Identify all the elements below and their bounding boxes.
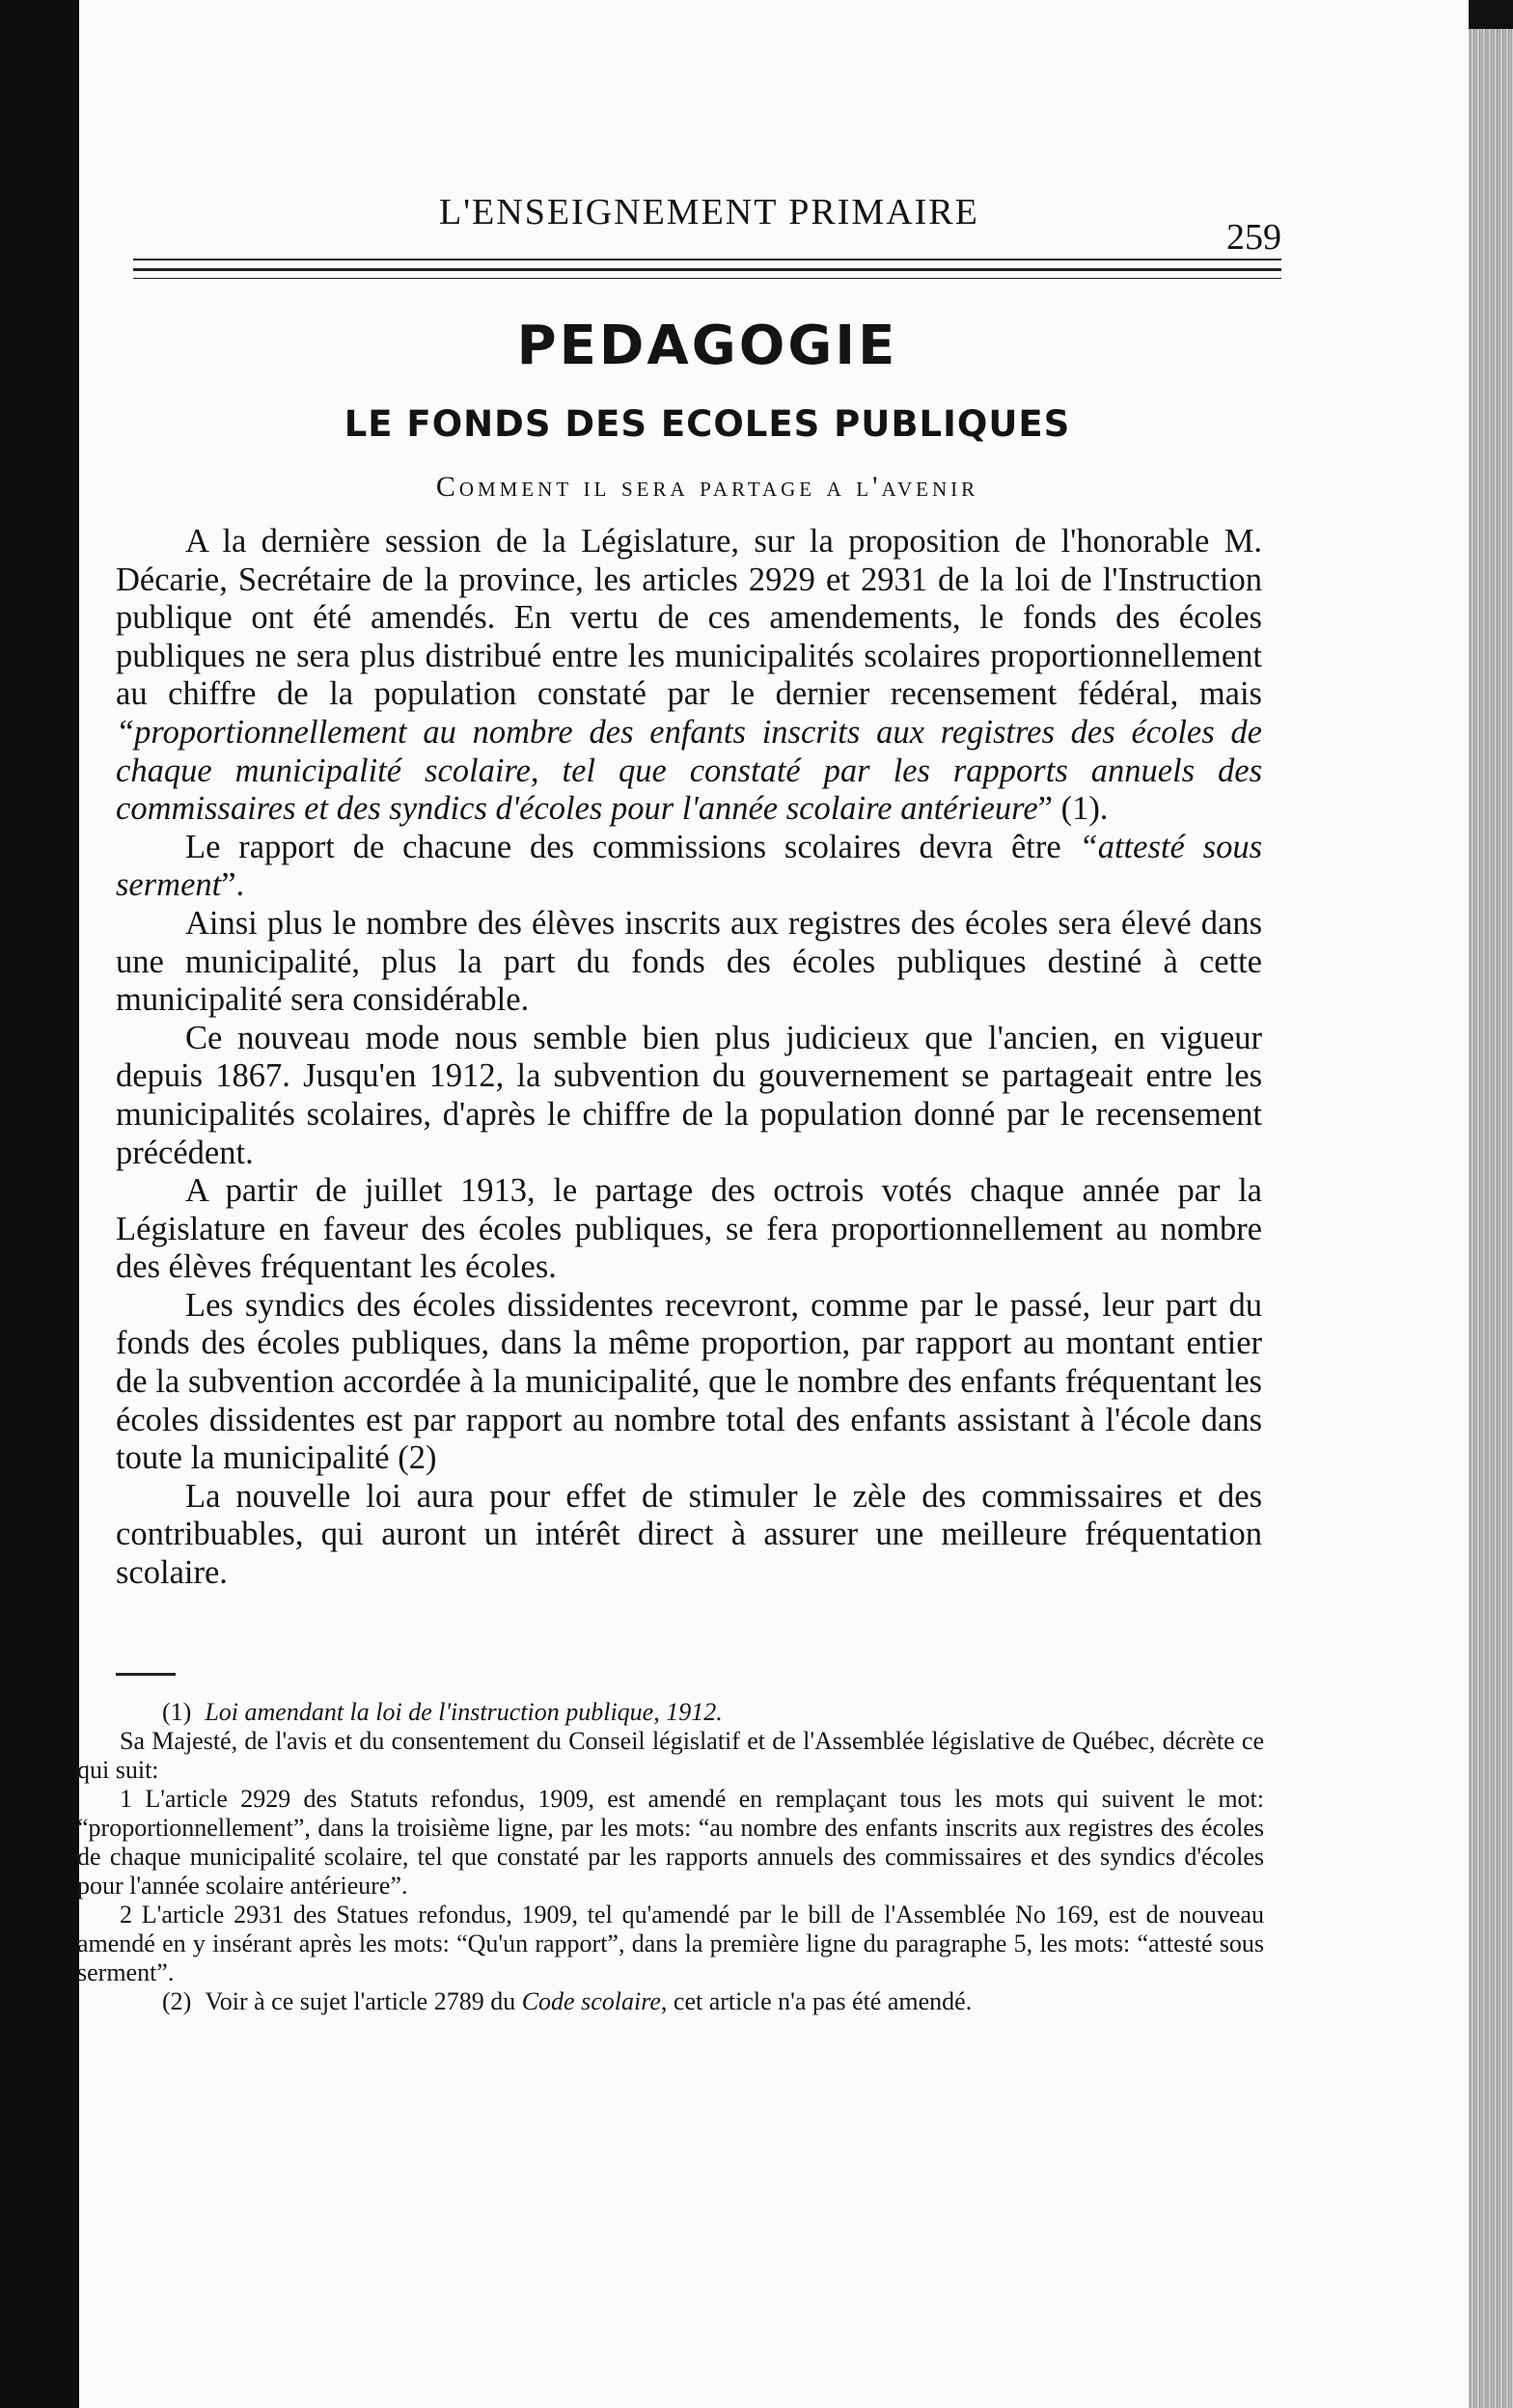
paragraph: Ainsi plus le nombre des élèves inscrits aux registres des écoles sera élevé dans une municipalité, plus la part du fonds des écoles publiques destiné à cette municipalité sera considérable.: [116, 904, 1262, 1019]
header-rule-hairline: [133, 278, 1281, 279]
paragraph: La nouvelle loi aura pour effet de stimuler le zèle des commissaires et des contribuables, qui auront un intérêt direct à assurer une meilleure fréquentation scolaire.: [116, 1477, 1262, 1592]
footnote-separator: [116, 1673, 176, 1676]
paragraph-text: ”.: [221, 866, 245, 904]
book-spine-shadow: [0, 0, 79, 2408]
footnote-1-title: [77, 1698, 1264, 1727]
paragraph-text: A la dernière session de la Législature, sur la proposition de l'honorable M. Décarie, Secrétaire de la province, les articles 2929 et 2931 de la loi de l'Instruction publique ont été amendés. En vertu de ces amendements, le fonds des écoles publiques ne sera plus distribué entre les municipalités scolaires proportionnellement au chiffre de la population constaté par le dernier recensement fédéral, mais: [116, 523, 1262, 713]
article-subtitle: LE FONDS DES ECOLES PUBLIQUES: [344, 403, 1071, 445]
paragraph: [116, 829, 1262, 905]
footnote-2: [77, 1987, 1264, 2016]
header-rule-thick: [133, 268, 1281, 271]
footnote-1-article-1: 1 L'article 2929 des Statuts refondus, 1909, est amendé en remplaçant tous les mots qui suivent le mot: “proportionnellement”, dans la troisième ligne, par les mots: “au nombre des enfants inscrits aux registres des écoles de chaque municipalité scolaire, tel que constaté par les rapports annuels des commissaires et des syndics d'écoles pour l'année scolaire antérieure”.: [77, 1785, 1264, 1900]
footnote-marker: (2): [162, 1987, 192, 2015]
footnote-1-preamble: Sa Majesté, de l'avis et du consentement du Conseil législatif et de l'Assemblée législative de Québec, décrète ce qui suit:: [77, 1727, 1264, 1784]
article-title: PEDAGOGIE: [516, 315, 898, 377]
running-head: L'ENSEIGNEMENT PRIMAIRE: [439, 192, 979, 233]
footnote-italic: Code scolaire: [521, 1987, 661, 2015]
page-number: 259: [1226, 217, 1281, 258]
paragraph-text: ” (1).: [1037, 790, 1109, 828]
background-corner: [1469, 0, 1513, 29]
paragraph-quote: “attesté sous serment: [116, 828, 1262, 904]
footnote-marker: (1): [162, 1698, 192, 1726]
section-heading: Comment il sera partage a l'avenir: [435, 471, 979, 503]
paragraph: Ce nouveau mode nous semble bien plus judicieux que l'ancien, en vigueur depuis 1867. Jusqu'en 1912, la subvention du gouvernement se partageait entre les municipalités scolaires, d'après le chiffre de la population donné par le recensement précédent.: [116, 1019, 1262, 1171]
footnotes: [77, 1698, 1264, 2016]
footnote-1-article-2: 2 L'article 2931 des Statues refondus, 1909, tel qu'amendé par le bill de l'Assemblée No 169, est de nouveau amendé en y insérant après les mots: “Qu'un rapport”, dans la première ligne du paragraphe 5, les mots: “attesté sous serment”.: [77, 1901, 1264, 1986]
paragraph: [116, 523, 1262, 829]
paragraph: Les syndics des écoles dissidentes recevront, comme par le passé, leur part du fonds des écoles publiques, dans la même proportion, par rapport au montant entier de la subvention accordée à la municipalité, que le nombre des enfants fréquentant les écoles dissidentes est par rapport au nombre total des enfants assistant à l'école dans toute la municipalité (2): [116, 1286, 1262, 1477]
footnote-title: Loi amendant la loi de l'instruction publique, 1912.: [205, 1698, 723, 1726]
paragraph: A partir de juillet 1913, le partage des octrois votés chaque année par la Législature en faveur des écoles publiques, se fera proportionnellement au nombre des élèves fréquentant les écoles.: [116, 1172, 1262, 1286]
page-header: [133, 191, 1281, 258]
paragraph-quote: “proportionnellement au nombre des enfants inscrits aux registres des écoles de chaque municipalité scolaire, tel que constaté par les rapports annuels des commissaires et des syndics d'écoles pour l'année scolaire antérieure: [116, 713, 1262, 828]
header-rule-thin: [133, 259, 1281, 260]
footnote-text: , cet article n'a pas été amendé.: [660, 1987, 973, 2015]
footnote-text: Voir à ce sujet l'article 2789 du: [205, 1987, 522, 2015]
page-stack-edge: [1469, 29, 1513, 2408]
paragraph-text: Le rapport de chacune des commissions scolaires devra être: [185, 828, 1080, 865]
article-body: [116, 523, 1262, 1593]
